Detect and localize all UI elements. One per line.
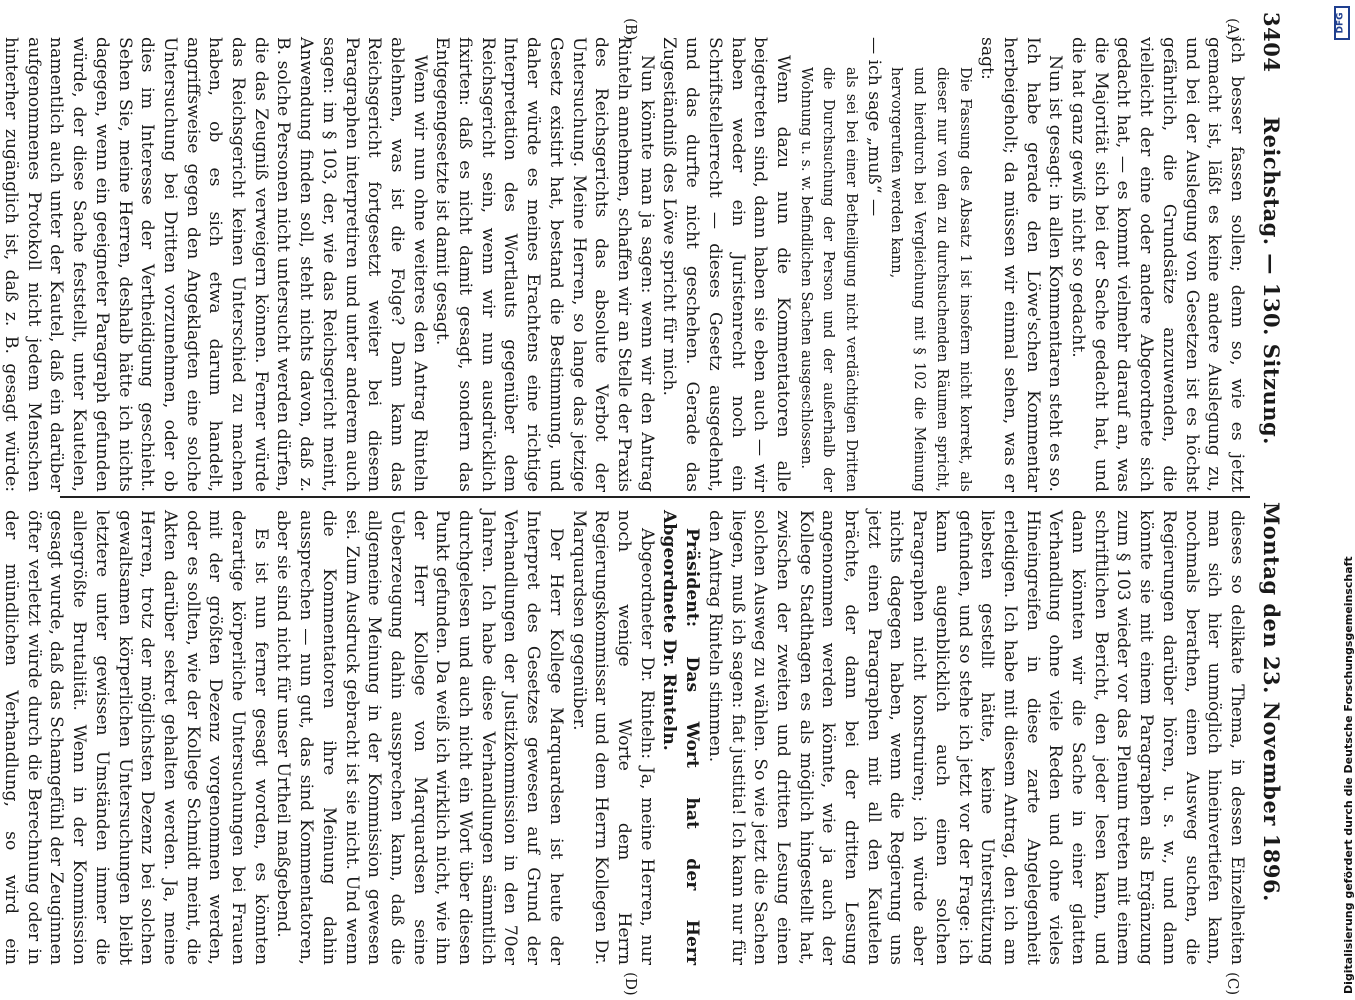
- page-number: 3404: [1259, 12, 1284, 73]
- margin-mark-d: (D): [622, 972, 640, 996]
- running-head: [1250, 12, 1290, 987]
- margin-mark-b: (B): [622, 18, 640, 41]
- paragraph: Wenn wir nun ohne weiteres den Antrag Rinteln ablehnen, was ist die Folge? Dann kann das Reichsgericht fortgesetzt weiter bei diesem Paragraphen interpretiren und unter anderem auch sagen: im § 103, der, wie das Reichsgericht meint, Anwendung finden soll, steht nichts davon, daß z. B. solche Personen nicht untersucht werden dürfen, die das Zeugniß verweigern können. Ferner würde das Reichsgericht keinen Unterschied zu machen haben, ob es sich etwa darum handelt, angriffsweise gegen den Angeklagten eine solche Untersuchung bei Dritten vorzunehmen, oder ob dies im Interesse der Vertheidigung geschieht. Sehen Sie, meine Herren, deshalb hätte ich nichts dagegen, wenn ein geeigneter Paragraph gefunden würde, der diese Sache feststellt, unter Kautelen, namentlich auch unter der Kautel, daß ein darüber aufgenommenes Protokoll nicht jedem Menschen hinterher zugänglich ist, daß z. B. gesagt würde:: [1, 37, 430, 492]
- left-column: [1, 37, 1248, 492]
- paragraph: Wenn dazu nun die Kommentatoren alle beigetreten sind, dann haben sie eben auch — wir haben weder ein Juristenrecht noch ein Schriftstellerrecht — dieses Gesetz ausgedehnt, und das durfte nicht geschehen. Gerade das Zugeständniß des Löwe spricht für mich.: [659, 37, 793, 492]
- paragraph: Es ist nun ferner gesagt worden, es könnten derartige körperliche Untersuchungen bei Frauen mit der größten Dezenz vorgenommen werden, oder es sollten, wie der Kollege Schmidt meint, die Akten darüber sekret gehalten werden. Ja, meine Herren, trotz der möglichsten Dezenz bei solchen gewaltsamen körperlichen Untersuchungen bleibt letztere unter gewissen Umständen immer die allergrößte Brutalität. Wenn in der Kommission gesagt wurde, daß das Schamgefühl der Zeuginnen öfter verletzt würde durch die Berechnung oder in der mündlichen Verhandlung, so wird ein: [1, 510, 271, 965]
- paragraph: — ich sage „muß“ —: [863, 37, 884, 217]
- quoted-paragraph: Die Fassung des Absatz 1 ist insofern nicht korrekt, als dieser nur von den zu durchsuchenden Räumen spricht, und hierdurch bei Vergleichung mit § 102 die Meinung hervorgerufen werden kann,: [888, 67, 973, 492]
- speaker-paragraph: Präsident: Das Wort hat der Herr Abgeordnete Dr. Rinteln.: [659, 510, 703, 965]
- session-date: Montag den 23. November 1896.: [1259, 502, 1284, 902]
- paragraph: Nun ist gesagt: in allen Kommentaren steht es so. Ich habe gerade den Löwe'schen Kommentar herbeigeholt; da müssen wir einmal sehen, was er sagt:: [977, 37, 1066, 492]
- session-title: Reichstag. — 130. Sitzung.: [1259, 116, 1284, 445]
- paragraph: Der Herr Kollege Marquardsen ist heute der Interpret des Gesetzes gewesen auf Grund der Verhandlungen der Justizkommission in den 70er Jahren. Ich habe diese Verhandlungen sämmtlich durchgelesen und auch nicht ein Wort über diesen Punkt gefunden. Da weiß ich wirklich nicht, wie ihn der Herr Kollege von Marquardsen seine Ueberzeugung dahin aussprechen kann, daß die allgemeine Meinung in der Kommission gewesen sei. Zum Ausdruck gebracht ist sie nicht. Und wenn die Kommentatoren ihre Meinung dahin aussprechen — nun gut, das sind Kommentatoren, aber sie sind nicht für unser Urtheil maßgebend.: [273, 510, 566, 965]
- dfg-logo: DFG: [1334, 6, 1350, 40]
- margin-mark-c: (C): [1224, 972, 1242, 996]
- digitization-credit: Digitalisierung gefördert durch die Deutsche Forschungsgemeinschaft: [1342, 556, 1355, 994]
- paragraph: dieses so delikate Thema, in dessen Einzelheiten man sich hier unmöglich hineinvertiefen kann, nochmals berathen, einen Ausweg suchen, die Regierungen darüber hören, u. s. w., und dann könnte sie mit einem Paragraphen als Ergänzung zum § 103 wieder vor das Plenum treten mit einem schriftlichen Bericht, den jeder lesen kann, und dann könnten wir die Sache in einer glatten Verhandlung ohne viele Reden und ohne vieles Hineingreifen in diese zarte Angelegenheit erledigen. Ich habe mit diesem Antrag, den ich am liebsten gestellt hätte, keine Unterstützung gefunden, und so stehe ich jetzt vor der Frage: ich kann augenblicklich auch einen solchen Paragraphen nicht konstruiren; ich würde aber nichts dagegen haben, wenn die Regierung uns jetzt einen Paragraphen mit all den Kautelen brächte, der dann bei der dritten Lesung angenommen werden könnte, wie ja auch der Kollege Stadthagen es als möglich hingestellt hat, zwischen der zweiten und dritten Lesung einen solchen Ausweg zu wählen. So wie jetzt die Sachen liegen, muß ich sagen: fiat justitia! Ich kann nur für den Antrag Rinteln stimmen.: [704, 510, 1247, 965]
- column-divider: [60, 496, 1250, 498]
- quoted-paragraph: als sei bei einer Betheiligung nicht verdächtigen Dritten die Durchsuchung der Person und der außerhalb der Wohnung u. s. w. befindlichen Sachen ausgeschlossen.: [797, 67, 860, 492]
- paragraph: ich besser fassen sollen; denn so, wie es jetzt gemacht ist, läßt es keine andere Auslegung zu, und bei der Auslegung von Gesetzen ist es höchst gefährlich, die Grundsätze anzuwenden, die vielleicht der eine oder andere Abgeordnete sich gedacht hat, — es kommt vielmehr darauf an, was die Majorität sich bei der Sache gedacht hat, und die hat ganz gewiß nicht so gedacht.: [1068, 37, 1247, 492]
- right-column: [1, 510, 1248, 965]
- margin-mark-a: (A): [1224, 18, 1242, 41]
- speaker-paragraph: Abgeordneter Dr. Rinteln: Ja, meine Herren, nur noch wenige Worte dem Herrn Regierungskommissar und dem Herrn Kollegen Dr. Marquardsen gegenüber.: [568, 510, 657, 965]
- paragraph: Nun könnte man ja sagen: wenn wir den Antrag Rinteln annehmen, schaffen wir an Stelle der Praxis des Reichsgerichts das absolute Verbot der Untersuchung. Meine Herren, so lange das jetzige Gesetz existirt hat, bestand die Bestimmung, und daher würde es meines Erachtens eine richtige Interpretation des Wortlauts gegenüber dem Reichsgericht sein, wenn wir nun ausdrücklich fixirten: daß es nicht damit gesagt, sondern das Entgegengesetzte ist damit gesagt.: [432, 37, 657, 492]
- reichstag-page: [1, 12, 1290, 996]
